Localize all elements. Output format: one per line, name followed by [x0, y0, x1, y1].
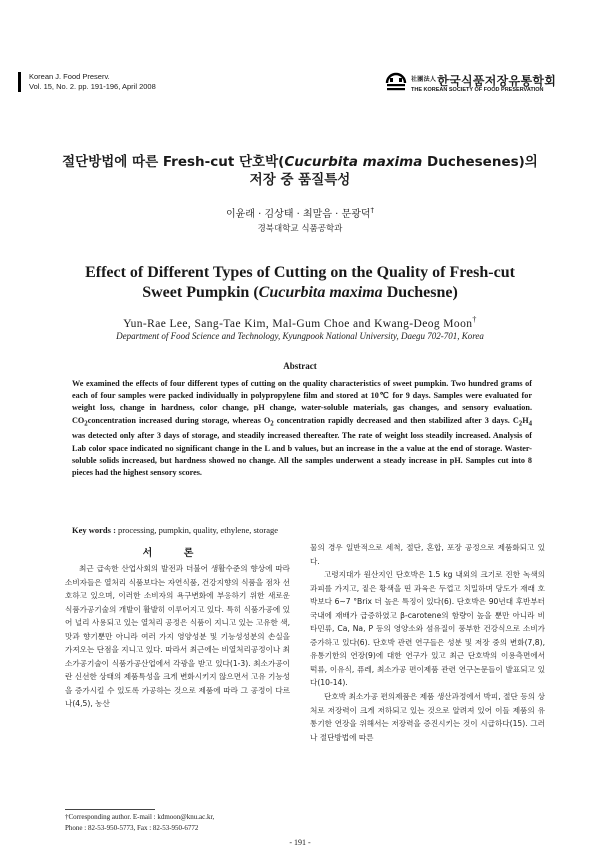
korean-affiliation: 경북대학교 식품공학과 — [257, 224, 343, 234]
korean-authors — [0, 205, 600, 220]
abstract-text-5: was detected only after 3 days of storage, and steadily increased thereafter. The rate of weight loss steadily increased. Analysis of Lab color space indicated no significant change in the L and b values, but an increase in the a value at the end of storage. Waster-soluble solids increased, but hardness showed no change. All the samples underwent a steady increase in pH. Samples cut into 8 pieces had the highest sensory scores. — [72, 431, 532, 478]
society-name-english: THE KOREAN SOCIETY OF FOOD PRESERVATION — [411, 87, 544, 93]
korean-title-line1 — [40, 153, 560, 171]
abstract-text-4: H — [522, 415, 529, 425]
intro-paragraph-3: 단호박 최소가공 편의제품은 제품 생산과정에서 박피, 절단 등의 상처로 저장력이 크게 저하되고 있는 것으로 알려져 있어 이들 제품의 유통기한 연장을 위해서는 저장력을 증진시키는 것이 시급하다(15). 그러나 절단방법에 따른 — [310, 692, 545, 742]
korean-title-text-end: Duchesenes)의 — [422, 154, 538, 170]
footnote-divider — [65, 809, 155, 810]
footnote — [65, 812, 214, 834]
footnote-email: †Corresponding author. E-mail : kdmoon@knu.ac.kr, — [65, 813, 215, 821]
section-heading-introduction: 서 론 — [142, 548, 208, 559]
english-authors — [0, 315, 600, 330]
keywords-list: processing, pumpkin, quality, ethylene, storage — [118, 525, 279, 535]
corresponding-mark: † — [370, 206, 375, 215]
korean-title-line2: 저장 중 품질특성 — [249, 172, 351, 188]
abstract-text-3: concentration rapidly decreased and then stabilized after 3 days. C — [273, 415, 519, 425]
intro-paragraph-1-continued: 물의 경우 일반적으로 세척, 절단, 혼합, 포장 공정으로 제품화되고 있다. — [310, 543, 545, 566]
english-title-text: Sweet Pumpkin ( — [142, 284, 259, 301]
abstract-sub-2: 2 — [270, 420, 274, 428]
korean-title-text: 절단방법에 따른 Fresh-cut 단호박( — [62, 154, 285, 170]
keywords-label: Key words : — [72, 525, 116, 535]
abstract-sub-3: 2 — [518, 420, 523, 428]
journal-citation — [18, 72, 156, 92]
english-title-text-end: Duchesne) — [382, 284, 458, 301]
society-prefix: 社團法人 — [411, 76, 437, 83]
abstract-sub-1: 2 — [84, 420, 88, 428]
abstract-text-2: concentration increased during storage, whereas O — [87, 415, 271, 425]
corresponding-mark-en: † — [472, 315, 477, 324]
english-author-names: Yun-Rae Lee, Sang-Tae Kim, Mal-Gum Choe and Kwang-Deog Moon — [123, 317, 473, 330]
english-title-species: Cucurbita maxima — [258, 284, 383, 301]
journal-name: Korean J. Food Preserv. — [29, 72, 110, 81]
intro-paragraph-2: 고령지대가 원산지인 단호박은 1.5 kg 내외의 크기로 진한 녹색의 과피를 가지고, 짙은 황색을 띤 과육은 두껍고 치밀하며 당도가 재래 호박보다 6~7 °Brix 더 높은 특징이 있다(6). 단호박은 90년대 후반부터 국내에 재배가 급증하였고 β-carotene의 함량이 높을 뿐만 아니라 비타민류, Ca, Na, P 등의 영양소와 섬유질이 풍부한 건강식으로 소비가 증가하고 있다(6). 단호박 관련 연구들은 성분 및 저장 중의 변화(7,8), 유통기한의 연장(9)에 대한 연구가 있고 최근 단호박의 이용측면에서 떡류, 이유식, 퓨레, 최소가공 편이제품 관련 연구논문들이 발표되고 있다(10-14). — [310, 570, 545, 688]
korean-title-species: Cucurbita maxima — [284, 154, 423, 170]
abstract-body — [72, 378, 532, 479]
english-title-line2 — [30, 283, 570, 303]
page-number: - 191 - — [289, 838, 311, 847]
body-column-right — [310, 541, 545, 744]
abstract-sub-4: 4 — [528, 420, 532, 428]
english-title-line1: Effect of Different Types of Cutting on the Quality of Fresh-cut — [85, 264, 515, 281]
abstract-heading: Abstract — [283, 361, 317, 371]
body-column-left — [65, 562, 290, 711]
society-emblem-icon — [385, 72, 407, 94]
intro-paragraph-1: 최근 급속한 산업사회의 발전과 더불어 생활수준의 향상에 따라 소비자들은 열처리 식품보다는 자연식품, 건강지향의 식품을 점차 선호하고 있으며, 이러한 소비자의 욕구변화에 부응하기 위한 새로운 식품가공기술의 개발이 활발히 이루어지고 있다. 특히 식품가공에 있어 널리 사용되고 있는 열처리 공정은 식품이 지니고 있는 고유한 색, 맛과 향기뿐만 아니라 여러 가지 영양성분 및 기능성성분의 손실을 가져오는 단점을 지니고 있다. 따라서 최근에는 비열처리공정이나 최소가공기술이 식품가공산업에서 각광을 받고 있다(1-3). 최소가공이란 신선한 상태의 제품특성을 크게 변화시키지 않으면서 고유 기능성을 증가시킬 수 있도록 가공하는 것으로 제품에 따라 그 공정이 다르나(4,5), 농산 — [65, 564, 290, 709]
society-logo — [385, 72, 575, 96]
korean-author-names: 이윤래 · 김상태 · 최말음 · 문광덕 — [225, 209, 371, 220]
abstract-text-1: We examined the effects of four different types of cutting on the quality characteristics of sweet pumpkin. Two hundred grams of each of four samples were packed individually in polypropylene film and stored at 10℃ for 9 days. Samples were evaluated for weight loss, change in hardness, color change, pH change, water-soluble materials, gas changes, and sensory evaluation. CO — [72, 379, 532, 425]
english-affiliation: Department of Food Science and Technology, Kyungpook National University, Daegu 702-701, Korea — [116, 331, 484, 341]
keywords — [72, 525, 278, 535]
footnote-phone: Phone : 82-53-950-5773, Fax : 82-53-950-6772 — [65, 824, 199, 832]
journal-volume: Vol. 15, No. 2. pp. 191-196, April 2008 — [29, 82, 156, 91]
society-name: 한국식품저장유통학회 — [437, 74, 557, 88]
